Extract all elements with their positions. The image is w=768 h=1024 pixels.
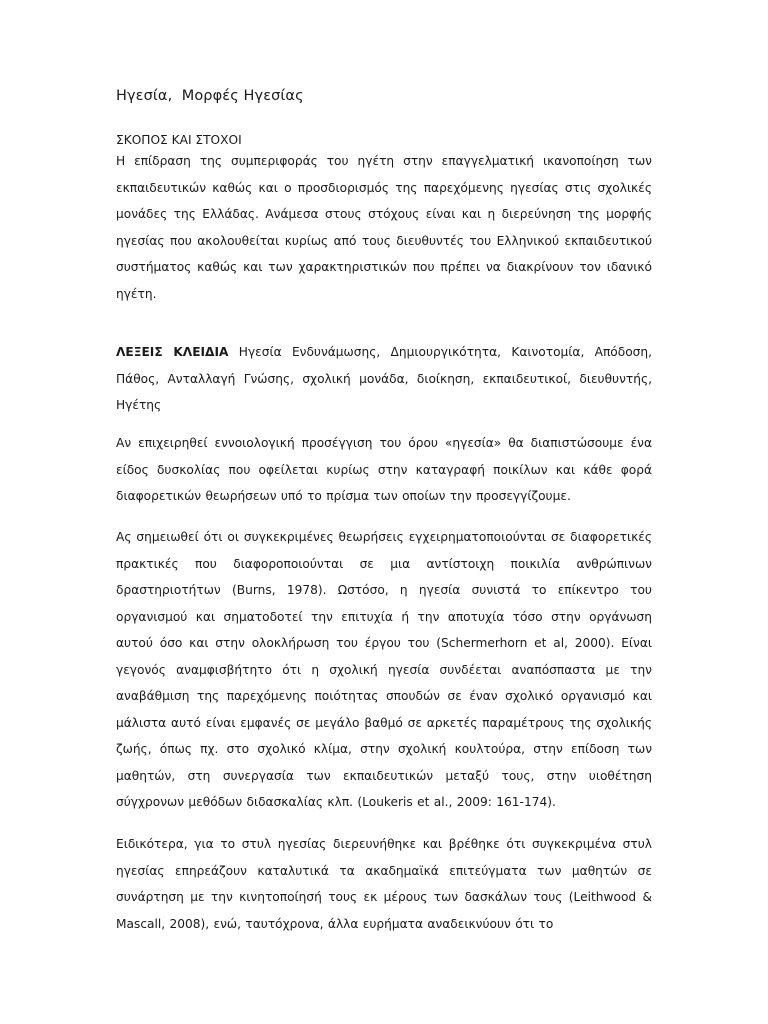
paragraph-body-2: Ειδικότερα, για το στυλ ηγεσίας διερευνήθηκε και βρέθηκε ότι συγκεκριμένα στυλ ηγεσίας επηρεάζουν καταλυτικά τα ακαδημαϊκά επιτεύγματα των μαθητών σε συνάρτηση με την κινητοποίησή τους εκ μέρους των δασκάλων τους (Leithwood & Mascall, 2008), ενώ, ταυτόχρονα, άλλα ευρήματα αναδεικνύουν ότι το xyxy=(116,837,652,931)
paragraph-keywords xyxy=(116,339,652,419)
section-heading-aims: ΣΚΟΠΟΣ ΚΑΙ ΣΤΟΧΟΙ xyxy=(116,133,242,147)
document-title: Ηγεσία, Μορφές Ηγεσίας xyxy=(116,88,304,104)
paragraph-body-1: Ας σημειωθεί ότι οι συγκεκριμένες θεωρήσεις εγχειρηματοποιούνται σε διαφορετικές πρακτικές που διαφοροποιούνται σε μια αντίστοιχη ποικιλία ανθρώπινων δραστηριοτήτων (Burns, 1978). Ωστόσο, η ηγεσία συνιστά το επίκεντρο του οργανισμού και σηματοδοτεί την επιτυχία ή την αποτυχία τόσο στην οργάνωση αυτού όσο και στην ολοκλήρωση του έργου του (Schermerhorn et al, 2000). Είναι γεγονός αναμφισβήτητο ότι η σχολική ηγεσία συνδέεται αναπόσπαστα με την αναβάθμιση της παρεχόμενης ποιότητας σπουδών σε έναν σχολικό οργανισμό και μάλιστα αυτό είναι εμφανές σε μεγάλο βαθμό σε αρκετές παραμέτρους της σχολικής ζωής, όπως πχ. στο σχολικό κλίμα, στην σχολική κουλτούρα, στην επίδοση των μαθητών, στη συνεργασία των εκπαιδευτικών μεταξύ τους, στην υιοθέτηση σύγχρονων μεθόδων διδασκαλίας κλπ. (Loukeris et al., 2009: 161-174). xyxy=(116,530,652,809)
paragraph-aim: Η επίδραση της συμπεριφοράς του ηγέτη στην επαγγελματική ικανοποίηση των εκπαιδευτικών καθώς και ο προσδιορισμός της παρεχόμενης ηγεσίας στις σχολικές μονάδες της Ελλάδας. Ανάμεσα στους στόχους είναι και η διερεύνηση της μορφής ηγεσίας που ακολουθείται κυρίως από τους διευθυντές του Ελληνικού εκπαιδευτικού συστήματος καθώς και των χαρακτηριστικών που πρέπει να διακρίνουν τον ιδανικό ηγέτη. xyxy=(116,154,652,301)
paragraph-intro: Αν επιχειρηθεί εννοιολογική προσέγγιση του όρου «ηγεσία» θα διαπιστώσουμε ένα είδος δυσκολίας που οφείλεται κυρίως στην καταγραφή ποικίλων και κάθε φορά διαφορετικών θεωρήσεων υπό το πρίσμα των οποίων την προσεγγίζουμε. xyxy=(116,436,652,503)
keywords-list: Ηγεσία Ενδυνάμωσης, Δημιουργικότητα, Καινοτομία, Απόδοση, Πάθος, Ανταλλαγή Γνώσης, σχολική μονάδα, διοίκηση, εκπαιδευτικοί, διευθυντής, Ηγέτης xyxy=(116,345,652,412)
keywords-label: ΛΕΞΕΙΣ ΚΛΕΙΔΙΑ xyxy=(116,345,229,359)
